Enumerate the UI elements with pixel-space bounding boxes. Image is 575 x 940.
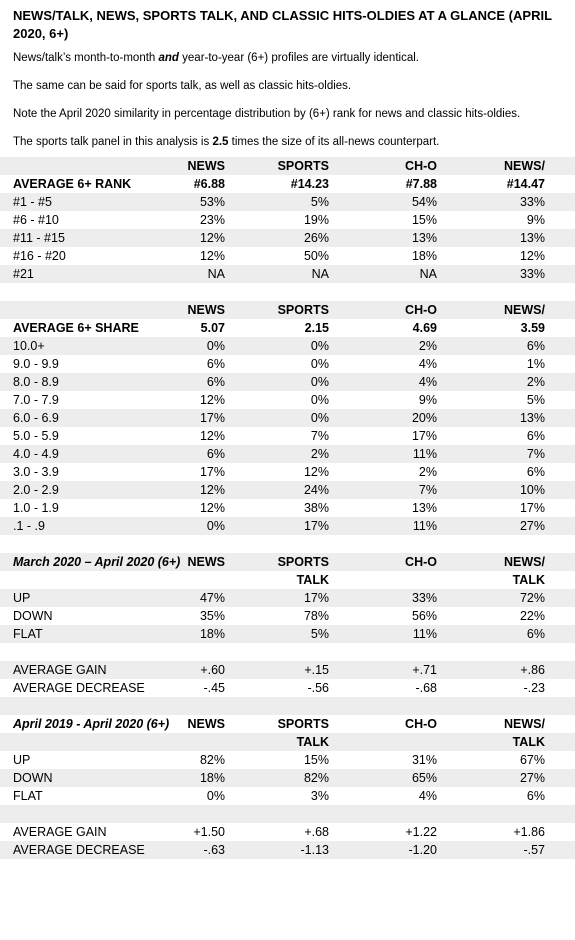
row-label: 2.0 - 2.9 xyxy=(13,483,59,497)
row-label: AVERAGE DECREASE xyxy=(13,843,145,857)
column-header-sports: SPORTS xyxy=(277,717,329,731)
news-talk-value: 6% xyxy=(526,429,545,443)
spacer-row xyxy=(0,283,575,301)
ch-o-value: 13% xyxy=(411,501,437,515)
news-value: 6% xyxy=(206,375,225,389)
section-label: April 2019 - April 2020 (6+) xyxy=(13,717,170,731)
news-talk-value: 33% xyxy=(519,195,545,209)
section-label: March 2020 – April 2020 (6+) xyxy=(13,555,181,569)
ch-o-value: NA xyxy=(419,267,437,281)
news-value: -.45 xyxy=(203,681,225,695)
news-talk-value: 9% xyxy=(526,213,545,227)
ch-o-value: 15% xyxy=(411,213,437,227)
news-talk-value: 5% xyxy=(526,393,545,407)
spacer-row xyxy=(0,643,575,661)
sports-talk-value: +.15 xyxy=(304,663,329,677)
column-header-news-talk: NEWS/ xyxy=(504,555,545,569)
rank-row xyxy=(0,229,575,247)
row-label: DOWN xyxy=(13,771,53,785)
column-header-news-talk-2: TALK xyxy=(512,573,545,587)
sports-talk-value: +.68 xyxy=(304,825,329,839)
sports-talk-value: 78% xyxy=(303,609,329,623)
share-row xyxy=(0,445,575,463)
column-header-news-talk: NEWS/ xyxy=(504,159,545,173)
column-header-sports-talk: TALK xyxy=(296,573,329,587)
news-talk-value: -.57 xyxy=(523,843,545,857)
row-label: #21 xyxy=(13,267,34,281)
column-header-news: NEWS xyxy=(187,303,225,317)
news-value: 82% xyxy=(199,753,225,767)
news-value: 5.07 xyxy=(200,321,225,335)
news-talk-value: 67% xyxy=(519,753,545,767)
ch-o-value: 4.69 xyxy=(412,321,437,335)
column-header-news-talk: NEWS/ xyxy=(504,717,545,731)
column-header-row xyxy=(0,301,575,319)
column-header-ch-o: CH-O xyxy=(405,303,437,317)
ch-o-value: 56% xyxy=(411,609,437,623)
news-value: 18% xyxy=(199,627,225,641)
column-header-news: NEWS xyxy=(187,555,225,569)
sports-talk-value: -1.13 xyxy=(300,843,329,857)
row-label: 6.0 - 6.9 xyxy=(13,411,59,425)
row-label: 5.0 - 5.9 xyxy=(13,429,59,443)
ch-o-value: 33% xyxy=(411,591,437,605)
news-talk-value: 10% xyxy=(519,483,545,497)
news-value: 47% xyxy=(199,591,225,605)
ch-o-value: 2% xyxy=(418,465,437,479)
news-talk-value: #14.47 xyxy=(506,177,545,191)
column-header-row xyxy=(0,715,575,733)
sports-talk-value: 2% xyxy=(310,447,329,461)
sports-talk-value: 5% xyxy=(310,195,329,209)
column-header-row-2 xyxy=(0,571,575,589)
ch-o-value: 31% xyxy=(411,753,437,767)
row-label: #16 - #20 xyxy=(13,249,66,263)
ch-o-value: 7% xyxy=(418,483,437,497)
sports-talk-value: 0% xyxy=(310,357,329,371)
sports-talk-value: 17% xyxy=(303,519,329,533)
spacer-row xyxy=(0,805,575,823)
ch-o-value: +.71 xyxy=(412,663,437,677)
column-header-sports: SPORTS xyxy=(277,303,329,317)
news-value: 0% xyxy=(206,519,225,533)
ch-o-value: 4% xyxy=(418,789,437,803)
sports-talk-value: 19% xyxy=(303,213,329,227)
sports-talk-value: 5% xyxy=(310,627,329,641)
sports-talk-value: 82% xyxy=(303,771,329,785)
sports-talk-value: 24% xyxy=(303,483,329,497)
news-talk-value: -.23 xyxy=(523,681,545,695)
column-header-sports: SPORTS xyxy=(277,555,329,569)
share-row xyxy=(0,517,575,535)
news-talk-value: 33% xyxy=(519,267,545,281)
news-talk-value: 7% xyxy=(526,447,545,461)
column-header-row xyxy=(0,157,575,175)
news-value: NA xyxy=(207,267,225,281)
column-header-news: NEWS xyxy=(187,717,225,731)
news-value: 12% xyxy=(199,249,225,263)
news-talk-value: 13% xyxy=(519,411,545,425)
row-label: DOWN xyxy=(13,609,53,623)
ch-o-value: -.68 xyxy=(415,681,437,695)
column-header-ch-o: CH-O xyxy=(405,159,437,173)
news-talk-value: 13% xyxy=(519,231,545,245)
news-talk-value: 27% xyxy=(519,519,545,533)
news-talk-value: 72% xyxy=(519,591,545,605)
sports-talk-value: 17% xyxy=(303,591,329,605)
ch-o-value: +1.22 xyxy=(405,825,437,839)
news-talk-value: 6% xyxy=(526,627,545,641)
column-header-row xyxy=(0,553,575,571)
news-value: 0% xyxy=(206,339,225,353)
row-label: FLAT xyxy=(13,789,43,803)
average-decrease-row xyxy=(0,841,575,859)
note-line-3: Note the April 2020 similarity in percentage distribution by (6+) rank for news and classic hits-oldies. xyxy=(13,108,521,120)
ch-o-value: 18% xyxy=(411,249,437,263)
ch-o-value: 2% xyxy=(418,339,437,353)
summary-row-share xyxy=(0,319,575,337)
ch-o-value: 65% xyxy=(411,771,437,785)
news-talk-value: +1.86 xyxy=(513,825,545,839)
month-change-row xyxy=(0,607,575,625)
month-change-row xyxy=(0,625,575,643)
column-header-sports: SPORTS xyxy=(277,159,329,173)
column-header-ch-o: CH-O xyxy=(405,717,437,731)
news-talk-value: +.86 xyxy=(520,663,545,677)
share-row xyxy=(0,409,575,427)
row-label: AVERAGE GAIN xyxy=(13,825,107,839)
sports-talk-value: 3% xyxy=(310,789,329,803)
row-label: #1 - #5 xyxy=(13,195,52,209)
news-value: 6% xyxy=(206,357,225,371)
average-decrease-row xyxy=(0,679,575,697)
column-header-news: NEWS xyxy=(187,159,225,173)
news-value: 17% xyxy=(199,465,225,479)
news-value: 17% xyxy=(199,411,225,425)
spacer-row xyxy=(0,697,575,715)
average-gain-row xyxy=(0,661,575,679)
sports-talk-value: 0% xyxy=(310,411,329,425)
rank-row xyxy=(0,211,575,229)
news-value: 0% xyxy=(206,789,225,803)
news-talk-value: 6% xyxy=(526,465,545,479)
news-talk-value: 17% xyxy=(519,501,545,515)
ch-o-value: 4% xyxy=(418,357,437,371)
sports-talk-value: 7% xyxy=(310,429,329,443)
row-label: 8.0 - 8.9 xyxy=(13,375,59,389)
news-value: 12% xyxy=(199,501,225,515)
note-line-4: The sports talk panel in this analysis is 2.5 times the size of its all-news counterpart. xyxy=(13,136,440,148)
row-label: #6 - #10 xyxy=(13,213,59,227)
row-label: AVERAGE GAIN xyxy=(13,663,107,677)
page-title: NEWS/TALK, NEWS, SPORTS TALK, AND CLASSIC HITS-OLDIES AT A GLANCE (APRIL 2020, 6+) xyxy=(13,8,552,41)
ch-o-value: 11% xyxy=(412,627,437,641)
ch-o-value: 13% xyxy=(411,231,437,245)
sports-talk-value: 0% xyxy=(310,375,329,389)
ch-o-value: 54% xyxy=(411,195,437,209)
row-label: 7.0 - 7.9 xyxy=(13,393,59,407)
ch-o-value: 4% xyxy=(418,375,437,389)
note-line-2: The same can be said for sports talk, as well as classic hits-oldies. xyxy=(13,80,352,92)
news-value: 6% xyxy=(206,447,225,461)
row-label: #11 - #15 xyxy=(13,231,65,245)
summary-label: AVERAGE 6+ RANK xyxy=(13,177,132,191)
ch-o-value: 20% xyxy=(411,411,437,425)
sports-talk-value: 0% xyxy=(310,339,329,353)
row-label: AVERAGE DECREASE xyxy=(13,681,145,695)
rank-row xyxy=(0,265,575,283)
share-row xyxy=(0,463,575,481)
row-label: FLAT xyxy=(13,627,43,641)
news-value: 35% xyxy=(199,609,225,623)
news-value: 53% xyxy=(199,195,225,209)
sports-talk-value: NA xyxy=(311,267,329,281)
news-talk-value: 6% xyxy=(526,789,545,803)
rank-row xyxy=(0,247,575,265)
sports-talk-value: 26% xyxy=(303,231,329,245)
row-label: 9.0 - 9.9 xyxy=(13,357,59,371)
sports-talk-value: 0% xyxy=(310,393,329,407)
share-row xyxy=(0,373,575,391)
news-talk-value: 1% xyxy=(526,357,545,371)
ch-o-value: 17% xyxy=(411,429,437,443)
news-value: 12% xyxy=(199,231,225,245)
share-row xyxy=(0,427,575,445)
note-line-1: News/talk’s month-to-month and year-to-year (6+) profiles are virtually identical. xyxy=(13,52,419,64)
ch-o-value: 11% xyxy=(412,519,437,533)
column-header-ch-o: CH-O xyxy=(405,555,437,569)
sports-talk-value: 2.15 xyxy=(304,321,329,335)
news-value: -.63 xyxy=(203,843,225,857)
row-label: 4.0 - 4.9 xyxy=(13,447,59,461)
news-value: #6.88 xyxy=(193,177,225,191)
news-talk-value: 22% xyxy=(519,609,545,623)
news-talk-value: 6% xyxy=(526,339,545,353)
year-change-row xyxy=(0,769,575,787)
news-value: 18% xyxy=(199,771,225,785)
news-value: +1.50 xyxy=(193,825,225,839)
sports-talk-value: 38% xyxy=(303,501,329,515)
share-row xyxy=(0,481,575,499)
sports-talk-value: -.56 xyxy=(307,681,329,695)
rank-row xyxy=(0,193,575,211)
sports-talk-value: 15% xyxy=(303,753,329,767)
share-row xyxy=(0,337,575,355)
ch-o-value: #7.88 xyxy=(405,177,437,191)
row-label: UP xyxy=(13,753,31,767)
share-row xyxy=(0,391,575,409)
share-row xyxy=(0,355,575,373)
spacer-row xyxy=(0,535,575,553)
row-label: 3.0 - 3.9 xyxy=(13,465,59,479)
ch-o-value: 11% xyxy=(412,447,437,461)
summary-row-rank xyxy=(0,175,575,193)
news-value: +.60 xyxy=(200,663,225,677)
row-label: 10.0+ xyxy=(13,339,45,353)
news-talk-value: 27% xyxy=(519,771,545,785)
share-row xyxy=(0,499,575,517)
year-change-row xyxy=(0,787,575,805)
news-talk-value: 3.59 xyxy=(520,321,545,335)
sports-talk-value: #14.23 xyxy=(290,177,329,191)
ch-o-value: 9% xyxy=(418,393,437,407)
news-value: 23% xyxy=(199,213,225,227)
year-change-row xyxy=(0,751,575,769)
news-value: 12% xyxy=(199,483,225,497)
sports-talk-value: 12% xyxy=(303,465,329,479)
column-header-row-2 xyxy=(0,733,575,751)
ch-o-value: -1.20 xyxy=(408,843,437,857)
column-header-news-talk: NEWS/ xyxy=(504,303,545,317)
row-label: .1 - .9 xyxy=(13,519,45,533)
summary-label: AVERAGE 6+ SHARE xyxy=(13,321,139,335)
news-talk-value: 12% xyxy=(519,249,545,263)
average-gain-row xyxy=(0,823,575,841)
column-header-news-talk-2: TALK xyxy=(512,735,545,749)
row-label: UP xyxy=(13,591,31,605)
news-talk-value: 2% xyxy=(526,375,545,389)
column-header-sports-talk: TALK xyxy=(296,735,329,749)
month-change-row xyxy=(0,589,575,607)
news-value: 12% xyxy=(199,429,225,443)
sports-talk-value: 50% xyxy=(303,249,329,263)
row-label: 1.0 - 1.9 xyxy=(13,501,59,515)
news-value: 12% xyxy=(199,393,225,407)
